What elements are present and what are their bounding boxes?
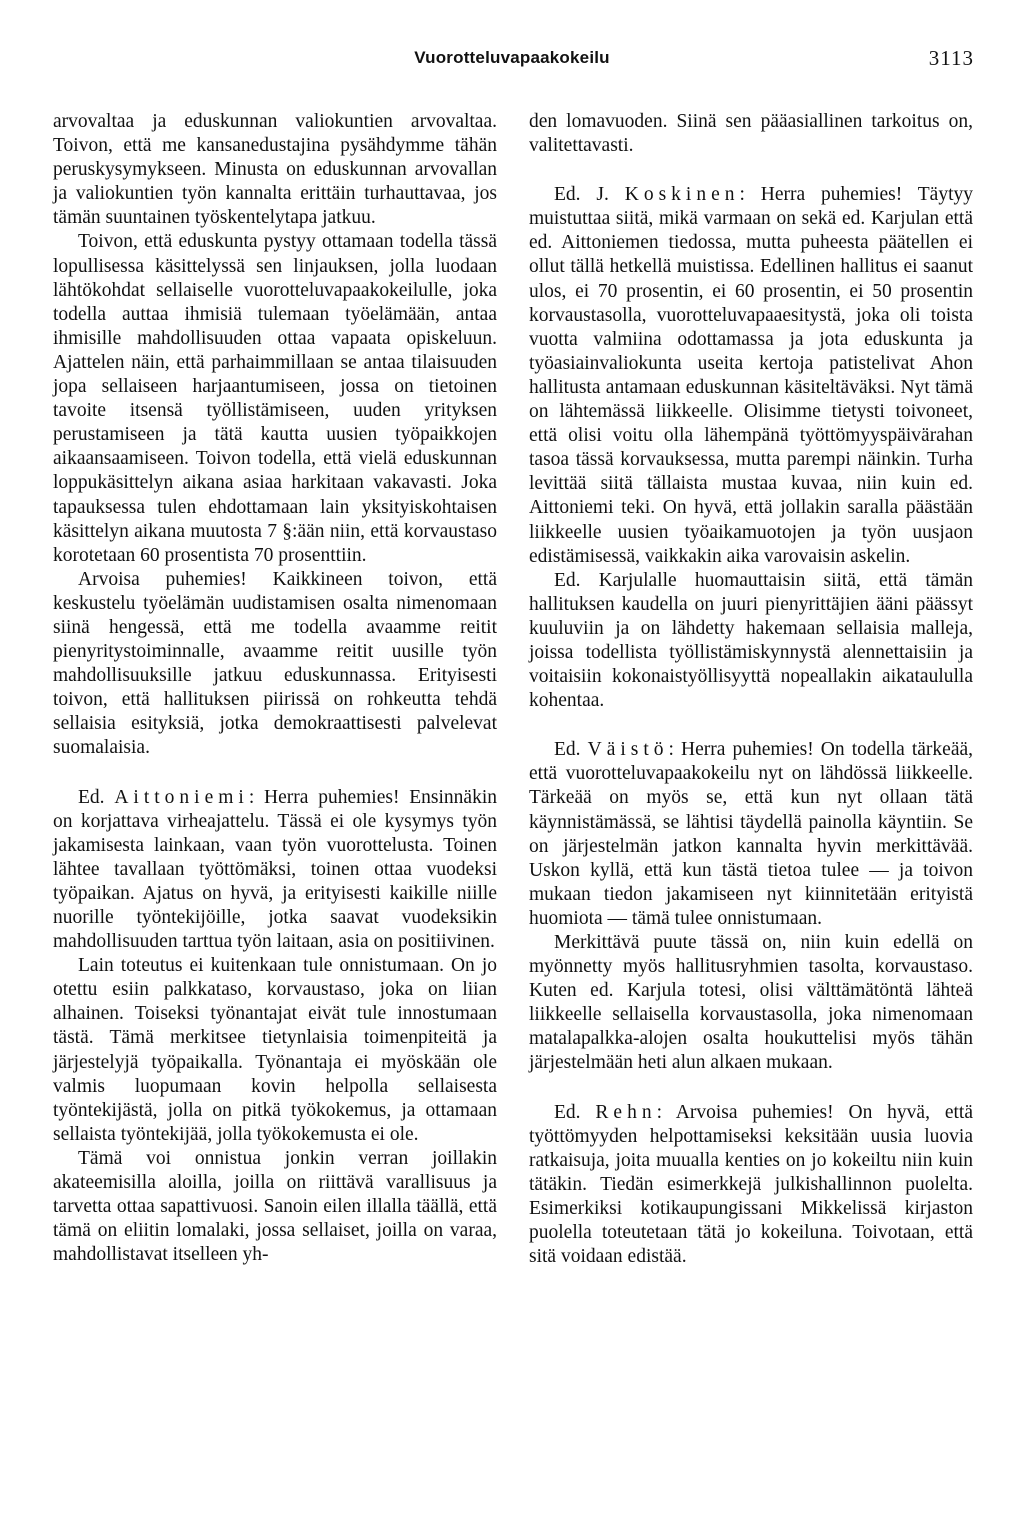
speaker-prefix: Ed. xyxy=(554,739,588,761)
speaker-prefix: Ed. J. xyxy=(554,184,625,206)
speech-text: : Herra puhemies! Ensinnäkin on korjattava virheajattelu. Tässä ei ole kysymys työn jakamisesta lainkaan, vaan työn vuorottelusta. Toinen lähtee tavallaan työttömäksi, toinen ottaa vuodeksi työpaikan. Ajatus on hyvä, ja erityisesti kaikille niille nuorille työntekijöille, jotka saavat vuodeksikin mahdollisuuden tarttua työn laitaan, asia on positiivinen. xyxy=(53,786,497,953)
speaker-name: Rehn xyxy=(595,1101,657,1123)
speech-text: : Herra puhemies! Täytyy muistuttaa siitä, mikä varmaan on sekä ed. Karjulan että ed. Aittoniemen tiedossa, mutta puheesta päätellen ei ollut tällä hetkellä muistissa. Edellinen hallitus ei saanut ulos, ei 70 prosentin, ei 60 prosentin, ei 50 prosentin korvaustasolla, vuorotteluvapaaesitystä, joka oli toista vuotta valmiina odottamassa ja jota eduskunta ja työasiainvaliokunta useita kertoja patistelivat Ahon hallitusta antamaan eduskunnan käsiteltäväksi. Nyt tämä on lähtemässä liikkeelle. Olisimme tietysti toivoneet, että olisi voitu olla lähempänä työttömyyspäivärahan tasoa tässä korvauksessa, mutta parempi näinkin. Turha levittää siitä tällaista mustaa kuvaa, niin kuin ed. Aittoniemi teki. On hyvä, että jollakin saralla päästään liikkeelle uusien työaikamuotojen ja työn uusjaon edistämisessä, vaikkakin aika varovaisin askelin. xyxy=(529,184,973,567)
left-column xyxy=(53,110,497,1267)
running-title: Vuorotteluvapaakokeilu xyxy=(414,48,610,67)
paragraph: Lain toteutus ei kuitenkaan tule onnistumaan. On jo otettu esiin palkkataso, korvaustaso, joka on liian alhainen. Toiseksi työnantajat eivät tule innostumaan tästä. Tämä merkitsee tietynlaisia toimenpiteitä ja järjestelyjä työpaikalla. Työnantaja ei myöskään ole valmis luopumaan kovin helpolla sellaisesta työntekijästä, jolla on pitkä työkokemus, ja ottamaan sellaista työntekijää, jolla työkokemusta ei ole. xyxy=(53,955,497,1145)
paragraph: den lomavuoden. Siinä sen pääasiallinen tarkoitus on, valitettavasti. xyxy=(529,111,973,157)
speaker-name: Väistö xyxy=(587,739,669,761)
right-column xyxy=(529,110,973,1269)
speaker-name: Koskinen xyxy=(624,184,740,206)
paragraph: arvovaltaa ja eduskunnan valiokuntien arvovaltaa. Toivon, että me kansanedustajina pysähdymme tähän peruskysymykseen. Minusta on eduskunnan arvovallan ja valiokuntien työn kannalta erittäin turhauttavaa, jos tämän suuntainen työskentelytapa jatkuu. xyxy=(53,111,497,229)
page-number: 3113 xyxy=(928,46,974,70)
speaker-prefix: Ed. xyxy=(78,786,115,808)
speech-rehn xyxy=(529,1101,973,1270)
paragraph: Toivon, että eduskunta pystyy ottamaan todella tässä lopullisessa käsittelyssä sen linjauksen, jolla luodaan lähtökohdat sellaiselle vuorotteluvapaakokeilulle, joka todella auttaa ihmisiä tulemaan työelämään, antaa ihmisille mahdollisuuden ottaa vapaata opiskeluun. Ajattelen näin, että parhaimmillaan se antaa tilaisuuden jopa sellaiseen harjaantumiseen, jossa on tietoinen tavoite itsensä työllistämiseen, uuden yrityksen perustamiseen ja tätä kautta uusien työpaikkojen aikaansaamiseen. Toivon todella, että vielä eduskunnan loppukäsittelyn aikana asiaa harkitaan vakavasti. Joka tapauksessa tulen ehdottamaan lain yksityiskohtaisen käsittelyn aikana muutosta 7 §:ään niin, että korvaustaso korotetaan 60 prosentista 70 prosenttiin. xyxy=(53,231,497,566)
page-header xyxy=(0,46,1024,76)
paragraph: Tämä voi onnistua jonkin verran joillakin akateemisilla aloilla, joilla on riittävä varallisuus ja tarvetta ottaa sapattivuosi. Sanoin eilen illalla täällä, että tämä on eliitin lomalaki, jossa sellaiset, joilla on varaa, mahdollistavat itselleen yh- xyxy=(53,1147,497,1266)
speech-text: : Herra puhemies! On todella tärkeää, että vuorotteluvapaakokeilu nyt on lähdössä liikkeelle. Tärkeää on myös se, että kun nyt ollaan tätä käynnistämässä, se lähtisi täydellä painolla käyntiin. Se on järjestelmän jatkon kannalta hyvin merkittävää. Uskon kyllä, että kun tästä tietoa tulee — ja toivon mukaan tiedon jakamiseen nyt kiinnitetään erityistä huomiota — tämä tulee onnistumaan. xyxy=(529,739,974,929)
paragraph: Merkittävä puute tässä on, niin kuin edellä on myönnetty myös hallitusryhmien tasolta, korvaustaso. Kuten ed. Karjula totesi, olisi välttämätöntä lähteä liikkeelle sellaisella korvaustasolla, joka nimenomaan matalapalkka-alojen osalta houkuttelisi myös tähän järjestelmään heti alun alkaen mukaan. xyxy=(529,932,973,1074)
speaker-prefix: Ed. xyxy=(554,1101,596,1123)
speech-koskinen xyxy=(529,183,973,569)
speaker-name: Aittoniemi xyxy=(114,786,249,808)
speech-aittoniemi xyxy=(53,786,497,955)
paragraph: Arvoisa puhemies! Kaikkineen toivon, että keskustelu työelämän uudistamisen osalta nimenomaan siinä hengessä, että me todella avaamme reitit pienyritystoiminnalle, avaamme reitit uusille työn mahdollisuuksille jatkuu eduskunnassa. Erityisesti toivon, että hallituksen piirissä on rohkeutta tehdä sellaisia esityksiä, jotka demokraattisesti palvelevat suomalaisia. xyxy=(53,568,497,759)
speech-vaisto xyxy=(529,738,973,931)
paragraph: Ed. Karjulalle huomauttaisin siitä, että tämän hallituksen kaudella on juuri pienyrittäjien ääni päässyt kuuluviin ja on lähdetty hakemaan sellaisia malleja, joissa todellista työllistämiskynnystä alennettaisiin ja voitaisiin kokonaistyöllisyyttä nopeallakin aikataululla kohentaa. xyxy=(529,569,973,712)
speech-text: : Arvoisa puhemies! On hyvä, että työttömyyden helpottamiseksi keksitään uusia luovia ratkaisuja, joita muualla kenties on jo kokeiltu niin kuin tätäkin. Tiedän esimerkkejä julkishallinnon puolelta. Esimerkiksi kotikaupungissani Mikkelissä kirjaston puolella toteutetaan tätä jo kokeiluna. Toivotaan, että sitä voidaan edistää. xyxy=(529,1101,973,1268)
